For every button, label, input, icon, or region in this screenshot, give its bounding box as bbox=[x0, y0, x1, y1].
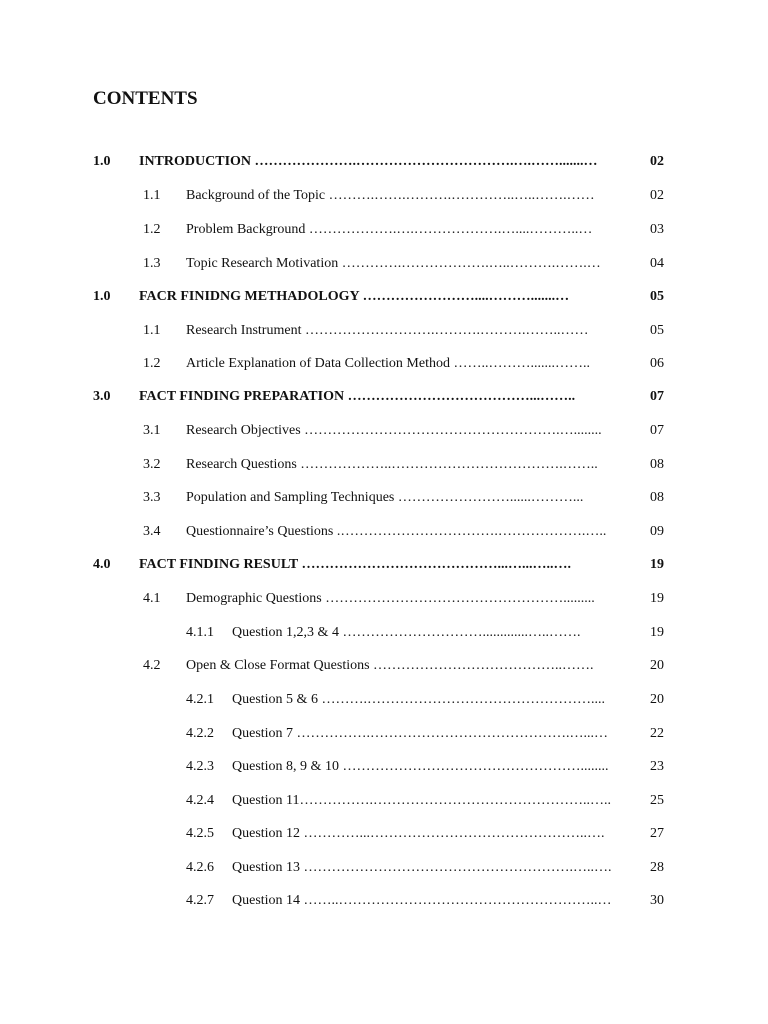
toc-entry-title: FACT FINDING PREPARATION …………………………………...…….. bbox=[139, 389, 576, 404]
toc-entry-title: Topic Research Motivation ………….……………….…..……….…….… bbox=[186, 256, 601, 271]
toc-entry bbox=[0, 186, 768, 206]
toc-entry-title: Research Questions ………………..……………………………….…….. bbox=[186, 457, 598, 472]
toc-entry-number: 1.3 bbox=[143, 256, 161, 271]
toc-entry-page: 19 bbox=[650, 625, 664, 640]
toc-entry-title: Demographic Questions ……………………………………………......... bbox=[186, 591, 595, 606]
toc-entry-page: 04 bbox=[650, 256, 664, 271]
toc-entry bbox=[0, 287, 768, 307]
toc-entry-number: 4.1 bbox=[143, 591, 161, 606]
toc-entry-number: 3.3 bbox=[143, 490, 161, 505]
toc-entry-page: 05 bbox=[650, 323, 664, 338]
toc-entry-page: 19 bbox=[650, 557, 664, 572]
toc-entry-title: Question 13 ………………………………………………….…..…. bbox=[232, 860, 612, 875]
toc-entry bbox=[0, 824, 768, 844]
toc-entry-number: 3.2 bbox=[143, 457, 161, 472]
toc-entry-title: Problem Background ……………….….……………….…....………..… bbox=[186, 222, 593, 237]
toc-entry-number: 4.2.1 bbox=[186, 692, 214, 707]
toc-entry-number: 3.4 bbox=[143, 524, 161, 539]
toc-entry-page: 19 bbox=[650, 591, 664, 606]
toc-entry-page: 08 bbox=[650, 490, 664, 505]
toc-entry bbox=[0, 387, 768, 407]
toc-entry-page: 20 bbox=[650, 692, 664, 707]
toc-entry bbox=[0, 623, 768, 643]
toc-entry-number: 4.0 bbox=[93, 557, 111, 572]
toc-entry bbox=[0, 891, 768, 911]
toc-entry bbox=[0, 254, 768, 274]
toc-entry-page: 02 bbox=[650, 154, 664, 169]
toc-entry bbox=[0, 455, 768, 475]
toc-entry-title: Question 14 ……..………………………………………………..… bbox=[232, 893, 612, 908]
toc-entry-page: 07 bbox=[650, 389, 664, 404]
toc-entry bbox=[0, 589, 768, 609]
toc-entry-title: Question 1,2,3 & 4 ………………………….............…..……. bbox=[232, 625, 581, 640]
toc-entry bbox=[0, 488, 768, 508]
toc-entry-number: 4.2.3 bbox=[186, 759, 214, 774]
toc-entry-page: 02 bbox=[650, 188, 664, 203]
toc-entry-number: 4.2 bbox=[143, 658, 161, 673]
toc-entry-page: 03 bbox=[650, 222, 664, 237]
toc-entry-page: 23 bbox=[650, 759, 664, 774]
toc-entry-number: 1.0 bbox=[93, 289, 111, 304]
toc-entry-number: 4.2.6 bbox=[186, 860, 214, 875]
toc-entry bbox=[0, 791, 768, 811]
toc-entry bbox=[0, 321, 768, 341]
toc-entry-page: 22 bbox=[650, 726, 664, 741]
toc-entry bbox=[0, 354, 768, 374]
toc-entry-title: Question 11…………….………………………………………..….. bbox=[232, 793, 612, 808]
toc-entry-title: Article Explanation of Data Collection Method ……..……….......…….. bbox=[186, 356, 590, 371]
toc-entry-page: 27 bbox=[650, 826, 664, 841]
toc-entry bbox=[0, 522, 768, 542]
toc-entry-title: Population and Sampling Techniques ……………………......………... bbox=[186, 490, 584, 505]
toc-entry bbox=[0, 220, 768, 240]
toc-entry-page: 09 bbox=[650, 524, 664, 539]
toc-entry-title: Background of the Topic ……….…….……….…………..…..…….…… bbox=[186, 188, 595, 203]
toc-entry bbox=[0, 656, 768, 676]
toc-entry-title: Question 8, 9 & 10 ……………………………………………........ bbox=[232, 759, 609, 774]
toc-entry-number: 4.2.5 bbox=[186, 826, 214, 841]
toc-entry-page: 06 bbox=[650, 356, 664, 371]
toc-entry bbox=[0, 858, 768, 878]
toc-entry-number: 3.0 bbox=[93, 389, 111, 404]
toc-entry-title: Question 12 …………...………………………………………..…. bbox=[232, 826, 605, 841]
toc-entry-number: 4.1.1 bbox=[186, 625, 214, 640]
toc-entry bbox=[0, 152, 768, 172]
toc-entry-page: 30 bbox=[650, 893, 664, 908]
toc-entry-number: 1.2 bbox=[143, 356, 161, 371]
toc-entry bbox=[0, 421, 768, 441]
toc-entry-number: 1.0 bbox=[93, 154, 111, 169]
toc-entry-title: Question 5 & 6 ……….………………………………………….... bbox=[232, 692, 605, 707]
toc-entry-title: Open & Close Format Questions …………………………………..……. bbox=[186, 658, 594, 673]
toc-entry bbox=[0, 690, 768, 710]
toc-entry-title: Research Instrument ……………………….……….……….……..…… bbox=[186, 323, 589, 338]
toc-entry-page: 08 bbox=[650, 457, 664, 472]
toc-entry bbox=[0, 555, 768, 575]
toc-entry-number: 1.1 bbox=[143, 323, 161, 338]
toc-entry-number: 4.2.7 bbox=[186, 893, 214, 908]
toc-entry bbox=[0, 724, 768, 744]
toc-entry-number: 4.2.4 bbox=[186, 793, 214, 808]
toc-entry-title: Questionnaire’s Questions .…………………………….……………….….. bbox=[186, 524, 607, 539]
toc-entry-page: 20 bbox=[650, 658, 664, 673]
toc-entry-page: 25 bbox=[650, 793, 664, 808]
toc-entry-page: 07 bbox=[650, 423, 664, 438]
toc-entry-page: 28 bbox=[650, 860, 664, 875]
toc-entry-title: INTRODUCTION ………………….…………………………….….…….......… bbox=[139, 154, 598, 169]
toc-entry-number: 3.1 bbox=[143, 423, 161, 438]
toc-entry-title: Question 7 …………….…………………………………….…...… bbox=[232, 726, 609, 741]
toc-entry-number: 1.2 bbox=[143, 222, 161, 237]
toc-entry bbox=[0, 757, 768, 777]
toc-entry-title: FACT FINDING RESULT ……………………………………...…...…..…. bbox=[139, 557, 571, 572]
toc-entry-number: 4.2.2 bbox=[186, 726, 214, 741]
toc-entry-title: FACR FINIDNG METHADOLOGY ……………………....……….......… bbox=[139, 289, 570, 304]
toc-entry-number: 1.1 bbox=[143, 188, 161, 203]
toc-entry-page: 05 bbox=[650, 289, 664, 304]
page-title: CONTENTS bbox=[93, 88, 198, 109]
toc-entry-title: Research Objectives ……………………………………………….…........ bbox=[186, 423, 602, 438]
